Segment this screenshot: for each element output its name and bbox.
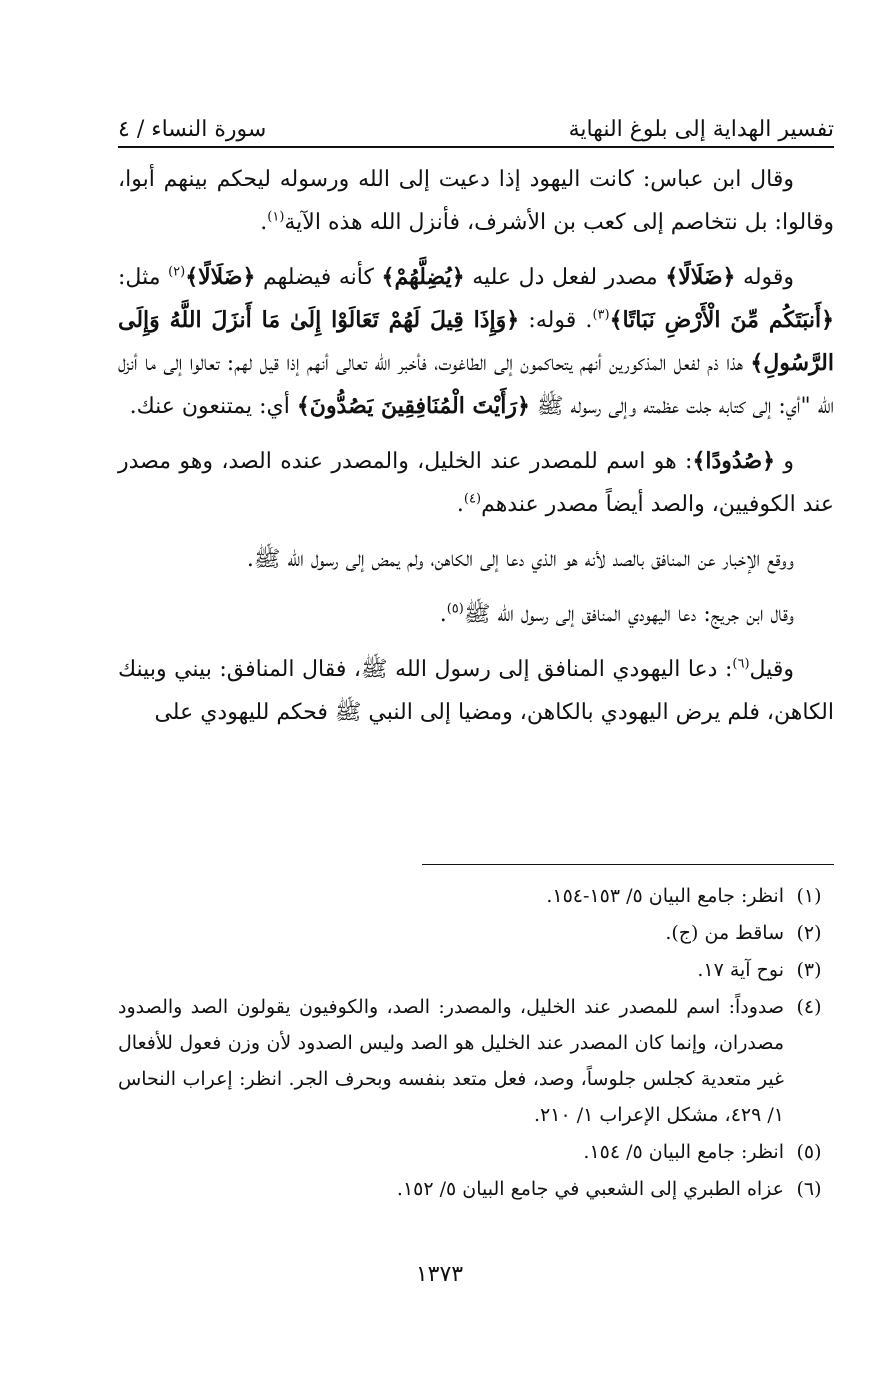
footnote — [118, 952, 834, 988]
footnote-text: صدوداً: اسم للمصدر عند الخليل، والمصدر: الصد، والكوفيون يقولون الصد والصدود مصدران، وإنما كان المصدر عند الخليل هو الصد وليس الصدود لأن وزن فعول للأفعال غير متعدية كجلس جلوساً، وصد، فعل متعد بنفسه وبحرف الجر. انظر: إعراب النحاس ١/ ٤٢٩، مشكل الإعراب ١/ ٢١٠. — [118, 996, 784, 1126]
paragraph-4: ووقع الإخبار عن المنافق بالصد لأنه هو الذي دعا إلى الكاهن، ولم يمض إلى رسول الله ﷺ. — [246, 547, 794, 572]
footnote-text: انظر: جامع البيان ٥/ ١٥٤. — [583, 1141, 784, 1163]
paragraph-6-text-b: : دعا اليهودي المنافق إلى رسول الله ﷺ، فقال المنافق: بيني وبينك الكاهن، فلم يرض اليهودي بالكاهن، ومضيا إلى النبي ﷺ فحكم لليهودي على — [118, 657, 834, 725]
paragraph-5-end: . — [439, 602, 447, 627]
footnote-number: (٥) — [796, 1141, 822, 1163]
paragraph-2-text-c: كأنه فيضلهم — [262, 265, 374, 290]
book-title: تفسير الهداية إلى بلوغ النهاية — [568, 117, 834, 142]
quran-quote: ﴿ضَلَالًا﴾ — [185, 264, 256, 290]
quran-quote: ﴿يُضِلَّهُمْ﴾ — [381, 264, 465, 290]
footnote-ref-5: (٥) — [446, 601, 464, 617]
footnote-number: (١) — [796, 885, 822, 907]
footnote — [118, 915, 834, 951]
paragraph-6-text-a: وقيل — [749, 657, 794, 682]
footnote-ref-4: (٤) — [463, 491, 482, 507]
paragraph-6 — [118, 648, 834, 734]
footnote-text: نوح آية ١٧. — [697, 959, 784, 981]
header-rule — [118, 146, 834, 148]
paragraph-2-text-a: وقوله — [743, 265, 795, 290]
paragraph-2-text-d: مثل: — [118, 265, 161, 290]
footnote — [118, 1134, 834, 1170]
quran-quote: ﴿صُدُودًا﴾ — [692, 448, 776, 474]
footnote-ref-3: (٣) — [592, 307, 610, 323]
footnote — [118, 1171, 834, 1207]
footnote-text: انظر: جامع البيان ٥/ ١٥٣-١٥٤. — [546, 885, 784, 907]
running-header — [118, 100, 834, 142]
footnote-ref-1: (١) — [267, 209, 285, 225]
footnote — [118, 989, 834, 1133]
paragraph-2-text-f: هذا ذم لفعل المذكورين أنهم يتحاكمون إلى الطاغوت، فأخبر الله تعالى أنهم إذا قيل لهم: تعالوا إلى ما أنزل الله "أي: إلى كتابه جلت عظمته وإلى رسوله ﷺ — [118, 351, 834, 419]
page-number: ١٣٧٣ — [415, 1262, 464, 1287]
footnote-number: (٦) — [796, 1178, 822, 1200]
paragraph-5-text: وقال ابن جريج: دعا اليهودي المنافق إلى رسول الله ﷺ — [463, 602, 794, 627]
footnote-number: (٤) — [796, 996, 822, 1018]
paragraph-2-text-g: أي: يمتنعون عنك. — [129, 394, 290, 419]
quran-quote: ﴿أَنبَتَكُم مِّنَ الْأَرْضِ نَبَاتًا﴾ — [609, 307, 835, 333]
footnote-number: (٣) — [796, 959, 822, 981]
footnote-text: عزاه الطبري إلى الشعبي في جامع البيان ٥/ ١٥٢. — [396, 1178, 784, 1200]
surah-label: سورة النساء / ٤ — [118, 117, 267, 142]
paragraph-3-text-b: : هو اسم للمصدر عند الخليل، والمصدر عنده الصد، وهو مصدر عند الكوفيين، والصد أيضاً مصدر عندهم — [118, 449, 834, 517]
quran-quote: ﴿ضَلَالًا﴾ — [665, 264, 736, 290]
paragraph-5 — [118, 593, 834, 636]
paragraph-1-text: وقال ابن عباس: كانت اليهود إذا دعيت إلى الله ورسوله ليحكم بينهم أبوا، وقالوا: بل نتخاصم إلى كعب بن الأشرف، فأنزل الله هذه الآية — [118, 167, 834, 235]
footnote-ref-2: (٢) — [168, 264, 186, 280]
footnote-text: ساقط من (ج). — [665, 922, 784, 944]
main-text — [118, 158, 834, 746]
paragraph-2 — [118, 256, 834, 428]
footnote-ref-6: (٦) — [732, 656, 750, 672]
paragraph-3 — [118, 440, 834, 526]
paragraph-1: وقال ابن عباس: كانت اليهود إذا دعيت إلى الله ورسوله ليحكم بينهم أبوا، وقالوا: بل نتخاصم إلى كعب بن الأشرف، فأنزل الله هذه الآية$^{(١)}$. — [118, 167, 834, 235]
footnote-number: (٢) — [796, 922, 822, 944]
quran-quote: ﴿وَإِذَا قِيلَ لَهُمْ تَعَالَوْا إِلَىٰ مَا أَنزَلَ اللَّهُ وَإِلَى الرَّسُولِ﴾ — [118, 307, 834, 376]
paragraph-2-text-e: . قوله: — [528, 308, 593, 333]
footnote-rule — [422, 864, 834, 865]
footnote — [118, 878, 834, 914]
footnotes — [118, 878, 834, 1208]
paragraph-3-text-a: و — [783, 449, 794, 474]
paragraph-2-text-b: مصدر لفعل دل عليه — [472, 265, 658, 290]
paragraph-3-end: . — [456, 492, 464, 517]
quran-quote: ﴿رَأَيْتَ الْمُنَافِقِينَ يَصُدُّونَ﴾ — [296, 393, 530, 419]
